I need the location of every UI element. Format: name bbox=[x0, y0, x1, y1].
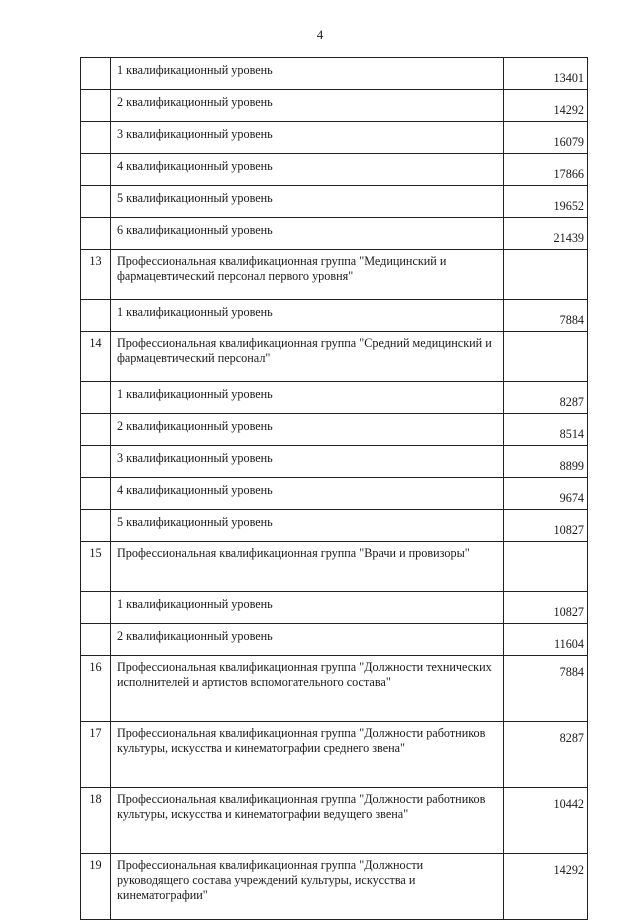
row-number-cell bbox=[81, 624, 111, 656]
table-row-level bbox=[81, 414, 588, 446]
qualification-level-cell: 2 квалификационный уровень bbox=[111, 414, 504, 446]
table-body bbox=[81, 58, 588, 920]
salary-value-cell: 14292 bbox=[504, 854, 588, 920]
salary-value-cell: 21439 bbox=[504, 218, 588, 250]
table-row-level bbox=[81, 624, 588, 656]
row-number-cell bbox=[81, 218, 111, 250]
qualification-level-cell: 4 квалификационный уровень bbox=[111, 478, 504, 510]
salary-value-cell bbox=[504, 250, 588, 300]
salary-value-cell: 11604 bbox=[504, 624, 588, 656]
salary-value-cell: 10827 bbox=[504, 592, 588, 624]
qualification-level-cell: 2 квалификационный уровень bbox=[111, 624, 504, 656]
salary-value-cell: 7884 bbox=[504, 656, 588, 722]
row-number-cell bbox=[81, 186, 111, 218]
table-row-group bbox=[81, 250, 588, 300]
table-row-level bbox=[81, 446, 588, 478]
row-number-cell bbox=[81, 382, 111, 414]
salary-value-cell: 8514 bbox=[504, 414, 588, 446]
table-row-level bbox=[81, 478, 588, 510]
qualification-level-cell: 5 квалификационный уровень bbox=[111, 510, 504, 542]
table-row-level bbox=[81, 382, 588, 414]
row-number-cell: 17 bbox=[81, 722, 111, 788]
table-row-group bbox=[81, 332, 588, 382]
qualification-level-cell: 1 квалификационный уровень bbox=[111, 382, 504, 414]
row-number-cell bbox=[81, 58, 111, 90]
row-number-cell bbox=[81, 122, 111, 154]
qualification-level-cell: 5 квалификационный уровень bbox=[111, 186, 504, 218]
salary-value-cell: 17866 bbox=[504, 154, 588, 186]
row-number-cell: 18 bbox=[81, 788, 111, 854]
qualification-level-cell: 3 квалификационный уровень bbox=[111, 122, 504, 154]
table-row-level bbox=[81, 218, 588, 250]
table-row-group bbox=[81, 722, 588, 788]
page-number: 4 bbox=[316, 27, 324, 42]
qualification-level-cell: 1 квалификационный уровень bbox=[111, 300, 504, 332]
table-row-level bbox=[81, 58, 588, 90]
qualification-group-cell: Профессиональная квалификационная группа "Должности технических исполнителей и артистов вспомогательного состава" bbox=[111, 656, 504, 722]
table-row-level bbox=[81, 592, 588, 624]
salary-value-cell: 16079 bbox=[504, 122, 588, 154]
salary-table bbox=[80, 57, 588, 920]
row-number-cell bbox=[81, 300, 111, 332]
row-number-cell bbox=[81, 592, 111, 624]
salary-value-cell: 8287 bbox=[504, 382, 588, 414]
table-row-level bbox=[81, 90, 588, 122]
table-row-level bbox=[81, 154, 588, 186]
qualification-level-cell: 2 квалификационный уровень bbox=[111, 90, 504, 122]
row-number-cell bbox=[81, 510, 111, 542]
qualification-group-cell: Профессиональная квалификационная группа "Средний медицинский и фармацевтический персонал" bbox=[111, 332, 504, 382]
qualification-level-cell: 1 квалификационный уровень bbox=[111, 58, 504, 90]
qualification-group-cell: Профессиональная квалификационная группа "Должности работников культуры, искусства и кинематографии среднего звена" bbox=[111, 722, 504, 788]
table-row-level bbox=[81, 510, 588, 542]
row-number-cell bbox=[81, 154, 111, 186]
table-row-group bbox=[81, 656, 588, 722]
salary-value-cell: 10442 bbox=[504, 788, 588, 854]
qualification-group-cell: Профессиональная квалификационная группа "Должности работников культуры, искусства и кинематографии ведущего звена" bbox=[111, 788, 504, 854]
row-number-cell bbox=[81, 446, 111, 478]
table-row-group bbox=[81, 854, 588, 920]
row-number-cell bbox=[81, 414, 111, 446]
salary-value-cell: 8899 bbox=[504, 446, 588, 478]
table-row-level bbox=[81, 122, 588, 154]
table-row-level bbox=[81, 186, 588, 218]
qualification-group-cell: Профессиональная квалификационная группа "Врачи и провизоры" bbox=[111, 542, 504, 592]
row-number-cell: 15 bbox=[81, 542, 111, 592]
row-number-cell: 14 bbox=[81, 332, 111, 382]
salary-value-cell: 10827 bbox=[504, 510, 588, 542]
row-number-cell bbox=[81, 90, 111, 122]
salary-value-cell: 13401 bbox=[504, 58, 588, 90]
qualification-level-cell: 3 квалификационный уровень bbox=[111, 446, 504, 478]
row-number-cell: 13 bbox=[81, 250, 111, 300]
row-number-cell: 19 bbox=[81, 854, 111, 920]
salary-value-cell: 19652 bbox=[504, 186, 588, 218]
table-row-group bbox=[81, 788, 588, 854]
qualification-group-cell: Профессиональная квалификационная группа "Должности руководящего состава учреждений культуры, искусства и кинематографии" bbox=[111, 854, 504, 920]
salary-value-cell: 8287 bbox=[504, 722, 588, 788]
salary-value-cell: 14292 bbox=[504, 90, 588, 122]
qualification-group-cell: Профессиональная квалификационная группа "Медицинский и фармацевтический персонал первого уровня" bbox=[111, 250, 504, 300]
salary-value-cell bbox=[504, 332, 588, 382]
table-row-group bbox=[81, 542, 588, 592]
table-row-level bbox=[81, 300, 588, 332]
row-number-cell: 16 bbox=[81, 656, 111, 722]
qualification-level-cell: 1 квалификационный уровень bbox=[111, 592, 504, 624]
salary-value-cell: 9674 bbox=[504, 478, 588, 510]
qualification-level-cell: 6 квалификационный уровень bbox=[111, 218, 504, 250]
qualification-level-cell: 4 квалификационный уровень bbox=[111, 154, 504, 186]
row-number-cell bbox=[81, 478, 111, 510]
salary-value-cell bbox=[504, 542, 588, 592]
salary-value-cell: 7884 bbox=[504, 300, 588, 332]
